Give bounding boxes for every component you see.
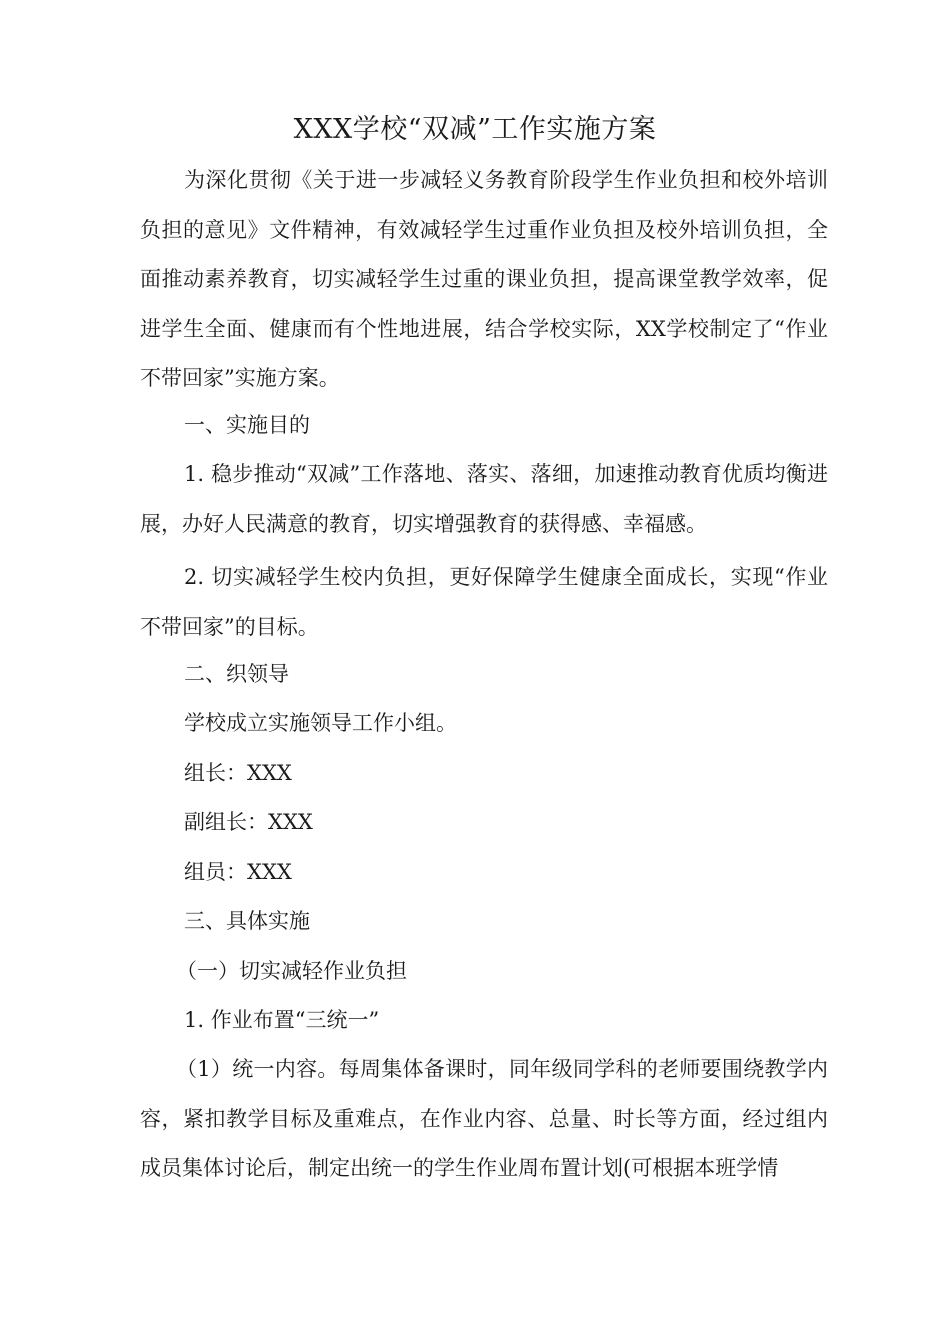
section-heading-2: 二、织领导 — [184, 662, 289, 686]
leadership-intro: 学校成立实施领导工作小组。 — [184, 711, 457, 735]
leader-line: 组长：XXX — [184, 761, 292, 785]
intro-paragraph: 为深化贯彻《关于进一步减轻义务教育阶段学生作业负担和校外培训负担的意见》文件精神，有效减轻学生过重作业负担及校外培训负担，全面推动素养教育，切实减轻学生过重的课业负担，提高课堂教学效率，促进学生全面、健康而有个性地进展，结合学校实际，XX学校制定了“作业不带回家”实施方案。 — [140, 168, 828, 390]
goal-paragraph-1: 1. 稳步推动“双减”工作落地、落实、落细，加速推动教育优质均衡进展，办好人民满意的教育，切实增强教育的获得感、幸福感。 — [140, 462, 828, 536]
item-heading-1: 1. 作业布置“三统一” — [184, 1008, 380, 1032]
vice-leader-line: 副组长：XXX — [184, 810, 313, 834]
section-heading-1: 一、实施目的 — [184, 413, 310, 437]
section-heading-3: 三、具体实施 — [184, 909, 310, 933]
item-point-1: （1）统一内容。每周集体备课时，同年级同学科的老师要围绕教学内容，紧扣教学目标及重难点，在作业内容、总量、时长等方面，经过组内成员集体讨论后，制定出统一的学生作业周布置计划(可根据本班学情 — [140, 1057, 828, 1180]
document-title: XXX学校“双减”工作实施方案 — [293, 114, 657, 145]
member-line: 组员：XXX — [184, 860, 292, 884]
goal-paragraph-2: 2. 切实减轻学生校内负担，更好保障学生健康全面成长，实现“作业不带回家”的目标。 — [140, 565, 828, 639]
subsection-heading-1: （一）切实减轻作业负担 — [176, 959, 407, 983]
